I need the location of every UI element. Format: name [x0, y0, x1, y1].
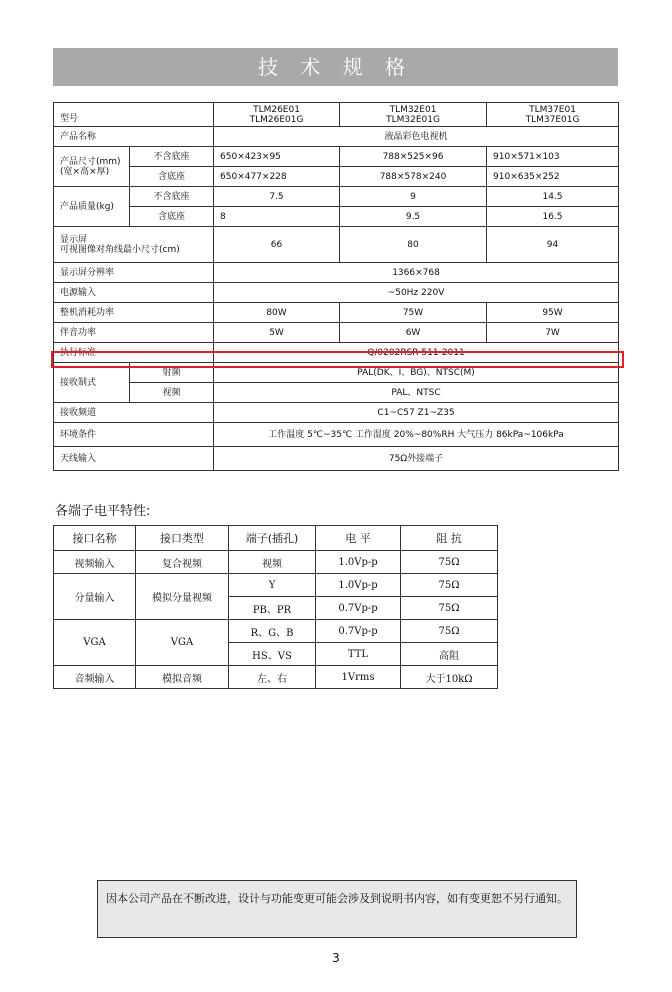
resolution-value: 1366×768 [214, 263, 619, 283]
interface-name: 音频输入 [54, 666, 136, 689]
model-label: 型号 [54, 103, 214, 127]
interface-type: 复合视频 [136, 551, 229, 574]
page-number: 3 [332, 951, 340, 965]
page-title-banner [53, 48, 618, 86]
audio-power-value: 5W [214, 323, 340, 343]
table-row [54, 574, 498, 597]
table-row [54, 283, 619, 303]
table-row [54, 447, 619, 471]
channel-value: C1~C57 Z1~Z35 [214, 403, 619, 423]
header-cell: 接口类型 [136, 526, 229, 551]
port: 左、右 [229, 666, 316, 689]
impedance: 高阻 [401, 643, 498, 666]
table-row [54, 551, 498, 574]
standard-value: Q/0202RSR 511-2011 [214, 343, 619, 363]
size-value: 650×423×95 [214, 147, 340, 167]
impedance: 75Ω [401, 551, 498, 574]
interface-name: 视频输入 [54, 551, 136, 574]
table-row [54, 187, 619, 207]
weight-value: 16.5 [487, 207, 619, 227]
table-row [54, 127, 619, 147]
size-value: 910×635×252 [487, 167, 619, 187]
interface-type: 模拟分量视频 [136, 574, 229, 620]
port: PB、PR [229, 597, 316, 620]
weight-value: 7.5 [214, 187, 340, 207]
size-no-base-label: 不含底座 [130, 147, 214, 167]
level: 0.7Vp-p [316, 620, 401, 643]
table-row [54, 167, 619, 187]
product-name-value: 液晶彩色电视机 [214, 127, 619, 147]
consumption-value: 80W [214, 303, 340, 323]
weight-value: 14.5 [487, 187, 619, 207]
model-32: TLM32E01 TLM32E01G [340, 103, 487, 127]
header-cell: 端子(插孔) [229, 526, 316, 551]
port: R、G、B [229, 620, 316, 643]
power-input-label: 电源输入 [54, 283, 214, 303]
product-name-label: 产品名称 [54, 127, 214, 147]
level: 0.7Vp-p [316, 597, 401, 620]
audio-power-value: 6W [340, 323, 487, 343]
interface-name: 分量输入 [54, 574, 136, 620]
size-value: 788×578×240 [340, 167, 487, 187]
size-with-base-label: 含底座 [130, 167, 214, 187]
impedance: 75Ω [401, 574, 498, 597]
level: 1.0Vp-p [316, 551, 401, 574]
port: Y [229, 574, 316, 597]
table-row [54, 423, 619, 447]
model-26: TLM26E01 TLM26E01G [214, 103, 340, 127]
level: 1Vrms [316, 666, 401, 689]
audio-power-label: 伴音功率 [54, 323, 214, 343]
terminal-table [53, 525, 498, 689]
power-input-value: ~50Hz 220V [214, 283, 619, 303]
header-cell: 电 平 [316, 526, 401, 551]
size-value: 650×477×228 [214, 167, 340, 187]
display-value: 94 [487, 227, 619, 263]
audio-power-value: 7W [487, 323, 619, 343]
size-value: 788×525×96 [340, 147, 487, 167]
receive-rf-label: 射频 [130, 363, 214, 383]
header-cell: 阻 抗 [401, 526, 498, 551]
resolution-label: 显示屏分辨率 [54, 263, 214, 283]
table-row [54, 620, 498, 643]
table-row [54, 207, 619, 227]
impedance: 大于10kΩ [401, 666, 498, 689]
standard-label: 执行标准 [54, 343, 214, 363]
disclaimer-note: 因本公司产品在不断改进，设计与功能变更可能会涉及到说明书内容，如有变更恕不另行通知。 [97, 880, 577, 938]
weight-value: 8 [214, 207, 340, 227]
impedance: 75Ω [401, 597, 498, 620]
size-value: 910×571×103 [487, 147, 619, 167]
display-value: 66 [214, 227, 340, 263]
channel-label: 接收频道 [54, 403, 214, 423]
level: 1.0Vp-p [316, 574, 401, 597]
table-header-row [54, 526, 498, 551]
environment-label: 环境条件 [54, 423, 214, 447]
table-row [54, 227, 619, 263]
table-row [54, 383, 619, 403]
table-row [54, 263, 619, 283]
table-row [54, 147, 619, 167]
header-cell: 接口名称 [54, 526, 136, 551]
page-title: 技 术 规 格 [257, 55, 414, 79]
receive-video-label: 视频 [130, 383, 214, 403]
weight-value: 9 [340, 187, 487, 207]
model-37: TLM37E01 TLM37E01G [487, 103, 619, 127]
table-row [54, 403, 619, 423]
environment-value: 工作温度 5℃~35℃ 工作湿度 20%~80%RH 大气压力 86kPa~106kPa [214, 423, 619, 447]
weight-with-base-label: 含底座 [130, 207, 214, 227]
consumption-value: 95W [487, 303, 619, 323]
interface-type: 模拟音频 [136, 666, 229, 689]
interface-type: VGA [136, 620, 229, 666]
antenna-value: 75Ω外接端子 [214, 447, 619, 471]
port: HS、VS [229, 643, 316, 666]
terminal-section-title: 各端子电平特性: [55, 504, 151, 519]
receive-rf-value: PAL(DK、I、BG)、NTSC(M) [214, 363, 619, 383]
interface-name: VGA [54, 620, 136, 666]
receive-video-value: PAL、NTSC [214, 383, 619, 403]
antenna-label: 天线输入 [54, 447, 214, 471]
consumption-label: 整机消耗功率 [54, 303, 214, 323]
highlight-box [51, 351, 624, 368]
table-row [54, 323, 619, 343]
table-row [54, 303, 619, 323]
spec-table [53, 102, 619, 471]
port: 视频 [229, 551, 316, 574]
display-label: 显示屏 可视图像对角线最小尺寸(cm) [54, 227, 214, 263]
consumption-value: 75W [340, 303, 487, 323]
weight-label: 产品质量(kg) [54, 187, 130, 227]
table-row [54, 666, 498, 689]
level: TTL [316, 643, 401, 666]
display-value: 80 [340, 227, 487, 263]
table-row [54, 103, 619, 127]
size-label: 产品尺寸(mm) (宽×高×厚) [54, 147, 130, 187]
receive-label: 接收制式 [54, 363, 130, 403]
weight-value: 9.5 [340, 207, 487, 227]
impedance: 75Ω [401, 620, 498, 643]
weight-no-base-label: 不含底座 [130, 187, 214, 207]
